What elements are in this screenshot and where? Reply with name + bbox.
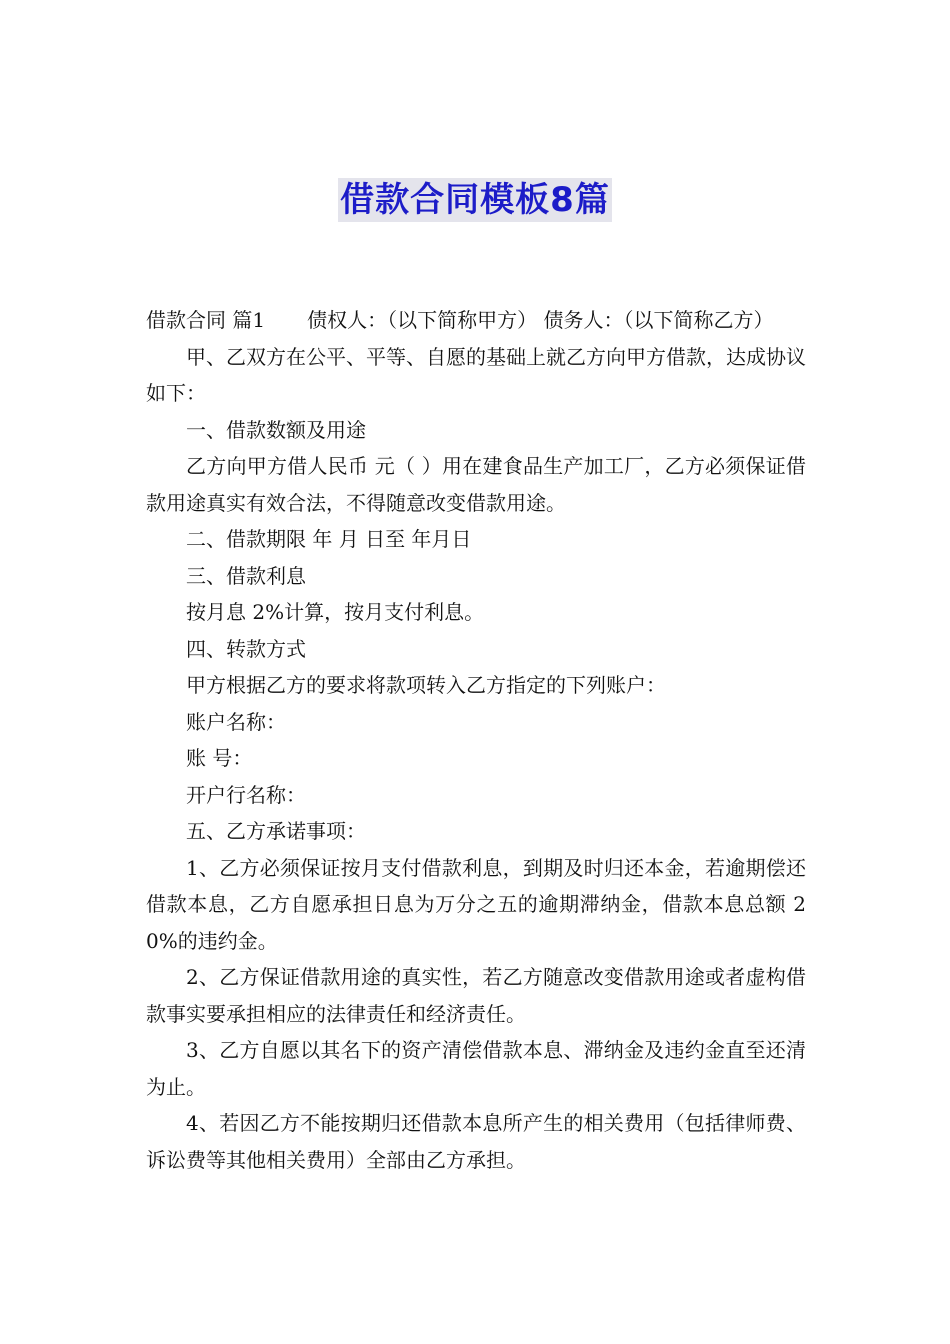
section-heading: 五、乙方承诺事项： — [186, 819, 366, 843]
paragraph: 甲方根据乙方的要求将款项转入乙方指定的下列账户： — [186, 673, 666, 697]
account-number-line: 账 号： — [186, 746, 253, 770]
section-heading: 二、借款期限 年 月 日至 年月日 — [186, 527, 472, 551]
contract-heading: 借款合同 篇1 — [146, 308, 266, 332]
intro-paragraph — [146, 302, 806, 339]
parties-text: 债权人：（以下简称甲方） 债务人：（以下简称乙方） — [307, 308, 774, 332]
clause-item: 2、乙方保证借款用途的真实性，若乙方随意改变借款用途或者虚构借款事实要承担相应的法律责任和经济责任。 — [146, 965, 806, 1026]
document-body — [146, 302, 806, 1178]
clause-item: 4、若因乙方不能按期归还借款本息所产生的相关费用（包括律师费、诉讼费等其他相关费用）全部由乙方承担。 — [146, 1111, 806, 1172]
section-heading: 三、借款利息 — [186, 563, 306, 588]
section-heading: 一、借款数额及用途 — [186, 417, 366, 442]
paragraph: 甲、乙双方在公平、平等、自愿的基础上就乙方向甲方借款，达成协议如下： — [146, 344, 806, 405]
document-title: 借款合同模板8篇 — [340, 180, 610, 220]
account-name-line: 账户名称： — [186, 709, 286, 734]
paragraph: 乙方向甲方借人民币 元（ ）用在建食品生产加工厂，乙方必须保证借款用途真实有效合法，不得随意改变借款用途。 — [146, 454, 806, 515]
title-wrap — [0, 178, 950, 222]
clause-item: 1、乙方必须保证按月支付借款利息，到期及时归还本金，若逾期偿还借款本息，乙方自愿承担日息为万分之五的逾期滞纳金，借款本息总额 20%的违约金。 — [146, 855, 806, 953]
section-heading: 四、转款方式 — [186, 636, 306, 661]
paragraph: 按月息 2%计算，按月支付利息。 — [186, 600, 485, 624]
bank-name-line: 开户行名称： — [186, 782, 306, 807]
clause-item: 3、乙方自愿以其名下的资产清偿借款本息、滞纳金及违约金直至还清为止。 — [146, 1038, 806, 1099]
